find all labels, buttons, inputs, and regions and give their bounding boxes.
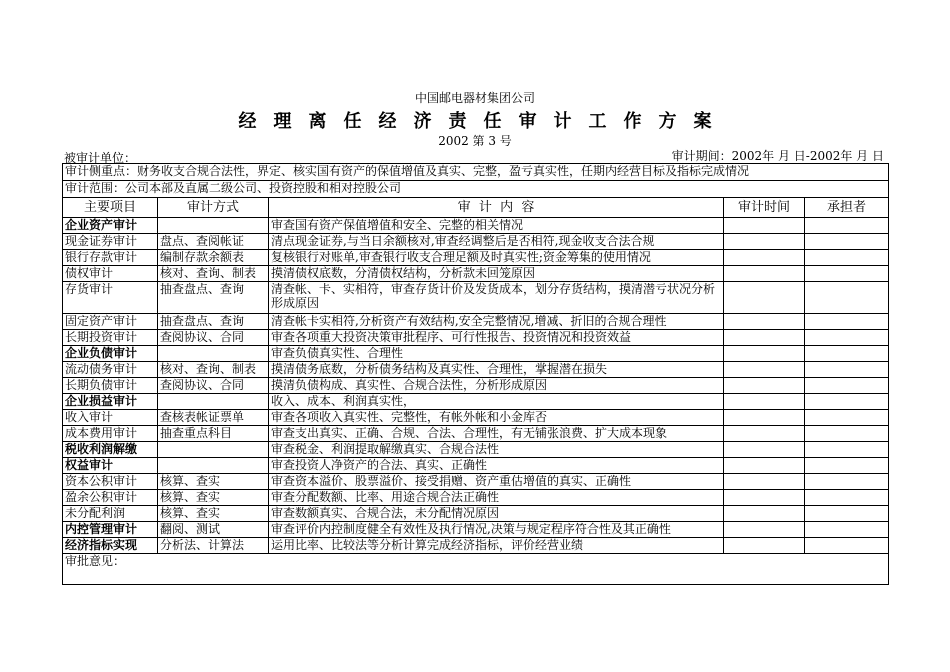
row-content: 审查资本溢价、股票溢价、接受捐赠、资产重估增值的真实、正确性: [269, 474, 724, 490]
row-content: 审查评价内控制度健全有效性及执行情况,决策与规定程序符合性及其正确性: [269, 522, 724, 538]
row-method: [158, 458, 269, 474]
row-item: 债权审计: [63, 266, 158, 282]
row-item: 未分配利润: [63, 506, 158, 522]
row-owner: [805, 442, 889, 458]
row-item: 流动债务审计: [63, 362, 158, 378]
row-method: [158, 442, 269, 458]
approval-row: [63, 554, 889, 585]
row-time: [724, 346, 805, 362]
row-owner: [805, 330, 889, 346]
row-method: 盘点、查阅帐证: [158, 234, 269, 250]
row-method: 查阅协议、合同: [158, 378, 269, 394]
row-method: 抽查盘点、查询: [158, 314, 269, 330]
table-row: [63, 458, 889, 474]
column-header-owner: 承担者: [805, 198, 889, 218]
row-method: [158, 346, 269, 362]
row-owner: [805, 250, 889, 266]
table-row: [63, 266, 889, 282]
row-item: 盈余公积审计: [63, 490, 158, 506]
row-owner: [805, 346, 889, 362]
row-owner: [805, 426, 889, 442]
row-owner: [805, 538, 889, 554]
document-number: 2002 第 3 号: [438, 134, 512, 148]
row-method: 核算、查实: [158, 506, 269, 522]
company-name: 中国邮电器材集团公司: [414, 91, 535, 105]
table-row: [63, 330, 889, 346]
row-method: 编制存款余额表: [158, 250, 269, 266]
row-method: [158, 394, 269, 410]
row-owner: [805, 266, 889, 282]
focus-row: [63, 164, 889, 181]
row-item: 收入审计: [63, 410, 158, 426]
row-owner: [805, 506, 889, 522]
table-row: [63, 490, 889, 506]
row-item: 固定资产审计: [63, 314, 158, 330]
table-row: [63, 282, 889, 314]
row-method: 翻阅、测试: [158, 522, 269, 538]
row-time: [724, 506, 805, 522]
row-content: 审查数额真实、合规合法，未分配情况原因: [269, 506, 724, 522]
row-content: 审查国有资产保值增值和安全、完整的相关情况: [269, 218, 724, 234]
row-method: 核算、查实: [158, 490, 269, 506]
table-row: [63, 474, 889, 490]
row-item: 存货审计: [63, 282, 158, 314]
audit-scope: 审计范围：公司本部及直属二级公司、投资控股和相对控股公司: [63, 181, 889, 198]
row-content: 审查分配数额、比率、用途合规合法正确性: [269, 490, 724, 506]
row-method: 查阅协议、合同: [158, 330, 269, 346]
row-time: [724, 410, 805, 426]
row-item: 税收利润解缴: [63, 442, 158, 458]
table-row: [63, 234, 889, 250]
row-item: 企业负债审计: [63, 346, 158, 362]
column-header-method: 审计方式: [158, 198, 269, 218]
row-content: 复核银行对账单,审查银行收支合理足额及时真实性;资金筹集的使用情况: [269, 250, 724, 266]
row-method: 核算、查实: [158, 474, 269, 490]
row-owner: [805, 234, 889, 250]
column-header-item: 主要项目: [63, 198, 158, 218]
table-row: [63, 394, 889, 410]
row-time: [724, 362, 805, 378]
header-row: [63, 198, 889, 218]
row-owner: [805, 362, 889, 378]
row-owner: [805, 218, 889, 234]
row-owner: [805, 522, 889, 538]
row-time: [724, 394, 805, 410]
audit-plan-table: [62, 163, 889, 585]
row-time: [724, 282, 805, 314]
scope-row: [63, 181, 889, 198]
row-content: 清查帐、卡、实相符，审查存货计价及发货成本，划分存货结构，摸清潜亏状况分析形成原因: [269, 282, 724, 314]
row-content: 清查帐卡实相符,分析资产有效结构,安全完整情况,增减、折旧的合规合理性: [269, 314, 724, 330]
row-method: 抽查重点科目: [158, 426, 269, 442]
document-title: 经理离任经济责任审计工作方案: [238, 111, 729, 132]
table-row: [63, 314, 889, 330]
table-row: [63, 442, 889, 458]
row-content: 审查各项重大投资决策审批程序、可行性报告、投资情况和投资效益: [269, 330, 724, 346]
row-time: [724, 266, 805, 282]
row-time: [724, 314, 805, 330]
table-row: [63, 346, 889, 362]
row-item: 资本公积审计: [63, 474, 158, 490]
row-content: 审查税金、利润提取解缴真实、合规合法性: [269, 442, 724, 458]
approval-opinion: 审批意见：: [63, 554, 889, 585]
column-header-time: 审计时间: [724, 198, 805, 218]
row-method: 分析法、计算法: [158, 538, 269, 554]
row-time: [724, 234, 805, 250]
row-owner: [805, 474, 889, 490]
table-row: [63, 522, 889, 538]
row-item: 银行存款审计: [63, 250, 158, 266]
row-owner: [805, 282, 889, 314]
table-row: [63, 426, 889, 442]
row-item: 企业资产审计: [63, 218, 158, 234]
row-content: 审查负债真实性、合理性: [269, 346, 724, 362]
row-time: [724, 426, 805, 442]
table-row: [63, 410, 889, 426]
table-row: [63, 378, 889, 394]
row-content: 摸清债务底数，分析债务结构及真实性、合理性，掌握潜在损失: [269, 362, 724, 378]
row-owner: [805, 314, 889, 330]
table-row: [63, 218, 889, 234]
row-method: [158, 218, 269, 234]
row-owner: [805, 394, 889, 410]
row-owner: [805, 410, 889, 426]
column-header-content: 审 计 内 容: [269, 198, 724, 218]
row-time: [724, 330, 805, 346]
row-content: 审查投资人净资产的合法、真实、正确性: [269, 458, 724, 474]
row-item: 长期负债审计: [63, 378, 158, 394]
table-row: [63, 362, 889, 378]
row-content: 摸清债权底数，分清债权结构，分析款未回笼原因: [269, 266, 724, 282]
row-item: 企业损益审计: [63, 394, 158, 410]
row-method: 核对、查询、制表: [158, 266, 269, 282]
row-time: [724, 458, 805, 474]
row-item: 现金证券审计: [63, 234, 158, 250]
row-time: [724, 250, 805, 266]
row-owner: [805, 490, 889, 506]
row-item: 内控管理审计: [63, 522, 158, 538]
row-content: 清点现金证券,与当日余额核对,审查经调整后是否相符,现金收支合法合规: [269, 234, 724, 250]
row-content: 审查各项收入真实性、完整性，有帐外帐和小金库否: [269, 410, 724, 426]
audit-period-label: 审计期间：2002年 月 日-2002年 月 日: [671, 149, 884, 163]
row-content: 摸清负债构成、真实性、合规合法性，分析形成原因: [269, 378, 724, 394]
row-content: 运用比率、比较法等分析计算完成经济指标，评价经营业绩: [269, 538, 724, 554]
row-item: 成本费用审计: [63, 426, 158, 442]
row-time: [724, 442, 805, 458]
row-method: 查核表帐证票单: [158, 410, 269, 426]
row-time: [724, 522, 805, 538]
row-item: 经济指标实现: [63, 538, 158, 554]
audited-unit-label: 被审计单位：: [64, 151, 137, 165]
row-time: [724, 538, 805, 554]
row-time: [724, 474, 805, 490]
audit-focus: 审计侧重点：财务收支合规合法性，界定、核实国有资产的保值增值及真实、完整，盈亏真实性，任期内经营目标及指标完成情况: [63, 164, 889, 181]
row-item: 长期投资审计: [63, 330, 158, 346]
table-row: [63, 506, 889, 522]
table-row: [63, 538, 889, 554]
row-item: 权益审计: [63, 458, 158, 474]
row-owner: [805, 458, 889, 474]
row-method: 核对、查询、制表: [158, 362, 269, 378]
row-method: 抽查盘点、查询: [158, 282, 269, 314]
row-time: [724, 218, 805, 234]
row-content: 收入、成本、利润真实性，: [269, 394, 724, 410]
row-time: [724, 378, 805, 394]
row-time: [724, 490, 805, 506]
table-row: [63, 250, 889, 266]
row-owner: [805, 378, 889, 394]
row-content: 审查支出真实、正确、合规、合法、合理性，有无铺张浪费、扩大成本现象: [269, 426, 724, 442]
